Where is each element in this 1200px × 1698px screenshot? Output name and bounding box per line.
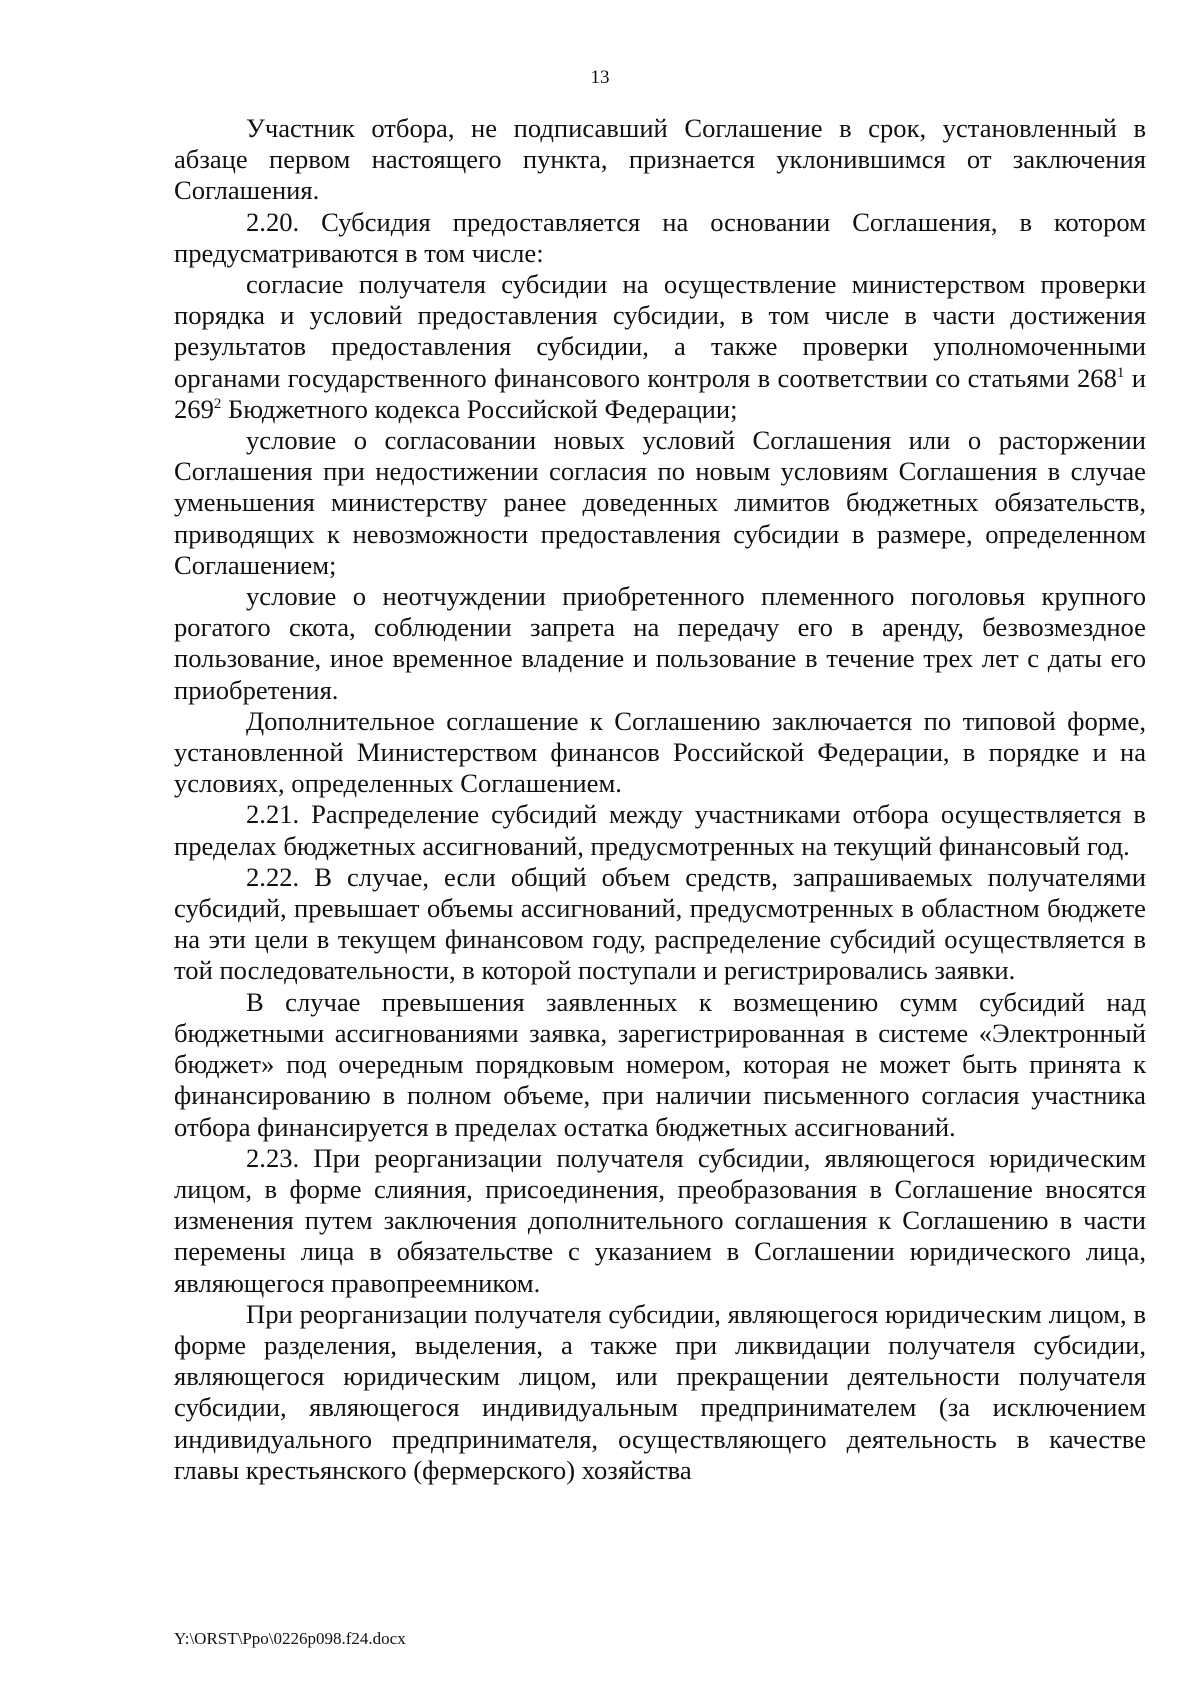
paragraph-2-21: 2.21. Распределение субсидий между участниками отбора осуществляется в пределах бюджетных ассигнований, предусмотренных на текущий финансовый год.	[174, 799, 1146, 861]
footer-file-path: Y:\ORST\Ppo\0226p098.f24.docx	[174, 1629, 406, 1648]
paragraph-2-22: 2.22. В случае, если общий объем средств, запрашиваемых получателями субсидий, превышает объемы ассигнований, предусмотренных в областном бюджете на эти цели в текущем финансовом году, распределение субсидий осуществляется в той последовательности, в которой поступали и регистрировались заявки.	[174, 861, 1146, 986]
paragraph-excess: В случае превышения заявленных к возмещению сумм субсидий над бюджетными ассигнованиями заявка, зарегистрированная в системе «Электронный бюджет» под очередным порядковым номером, которая не может быть принята к финансированию в полном объеме, при наличии письменного согласия участника отбора финансируется в пределах остатка бюджетных ассигнований.	[174, 986, 1146, 1142]
paragraph-consent-mid: и 269	[174, 362, 1146, 424]
paragraph-reorganization: При реорганизации получателя субсидии, являющегося юридическим лицом, в форме разделения, выделения, а также при ликвидации получателя субсидии, являющегося юридическим лицом, или прекращении деятельности получателя субсидии, являющегося индивидуальным предпринимателем (за исключением индивидуального предпринимателя, осуществляющего деятельность в качестве главы крестьянского (фермерского) хозяйства	[174, 1298, 1146, 1485]
paragraph-2-20: 2.20. Субсидия предоставляется на основании Соглашения, в котором предусматриваются в том числе:	[174, 206, 1146, 268]
paragraph-consent-text: согласие получателя субсидии на осуществление министерством проверки порядка и условий предоставления субсидии, в том числе в части достижения результатов предоставления субсидии, а также проверки уполномоченными органами государственного финансового контроля в соответствии со статьями 268	[174, 269, 1146, 393]
paragraph-consent	[174, 269, 1146, 425]
page-number: 13	[590, 67, 610, 88]
paragraph-2-23: 2.23. При реорганизации получателя субсидии, являющегося юридическим лицом, в форме слияния, присоединения, преобразования в Соглашение вносятся изменения путем заключения дополнительного соглашения к Соглашению в части перемены лица в обязательстве с указанием в Соглашении юридического лица, являющегося правопреемником.	[174, 1142, 1146, 1298]
paragraph-consent-end: Бюджетного кодекса Российской Федерации;	[221, 393, 738, 424]
superscript-2: 2	[213, 395, 222, 412]
paragraph-additional-agreement: Дополнительное соглашение к Соглашению заключается по типовой форме, установленной Министерством финансов Российской Федерации, в порядке и на условиях, определенных Соглашением.	[174, 705, 1146, 799]
paragraph-termination-condition: условие о согласовании новых условий Соглашения или о расторжении Соглашения при недостижении согласия по новым условиям Соглашения в случае уменьшения министерству ранее доведенных лимитов бюджетных обязательств, приводящих к невозможности предоставления субсидии в размере, определенном Соглашением;	[174, 425, 1146, 580]
document-body	[174, 113, 1146, 1486]
paragraph-1: Участник отбора, не подписавший Соглашение в срок, установленный в абзаце первом настоящего пункта, признается уклонившимся от заключения Соглашения.	[174, 113, 1146, 206]
superscript-1: 1	[1116, 364, 1125, 381]
paragraph-livestock-condition: условие о неотчуждении приобретенного племенного поголовья крупного рогатого скота, соблюдении запрета на передачу его в аренду, безвозмездное пользование, иное временное владение и пользование в течение трех лет с даты его приобретения.	[174, 581, 1146, 705]
